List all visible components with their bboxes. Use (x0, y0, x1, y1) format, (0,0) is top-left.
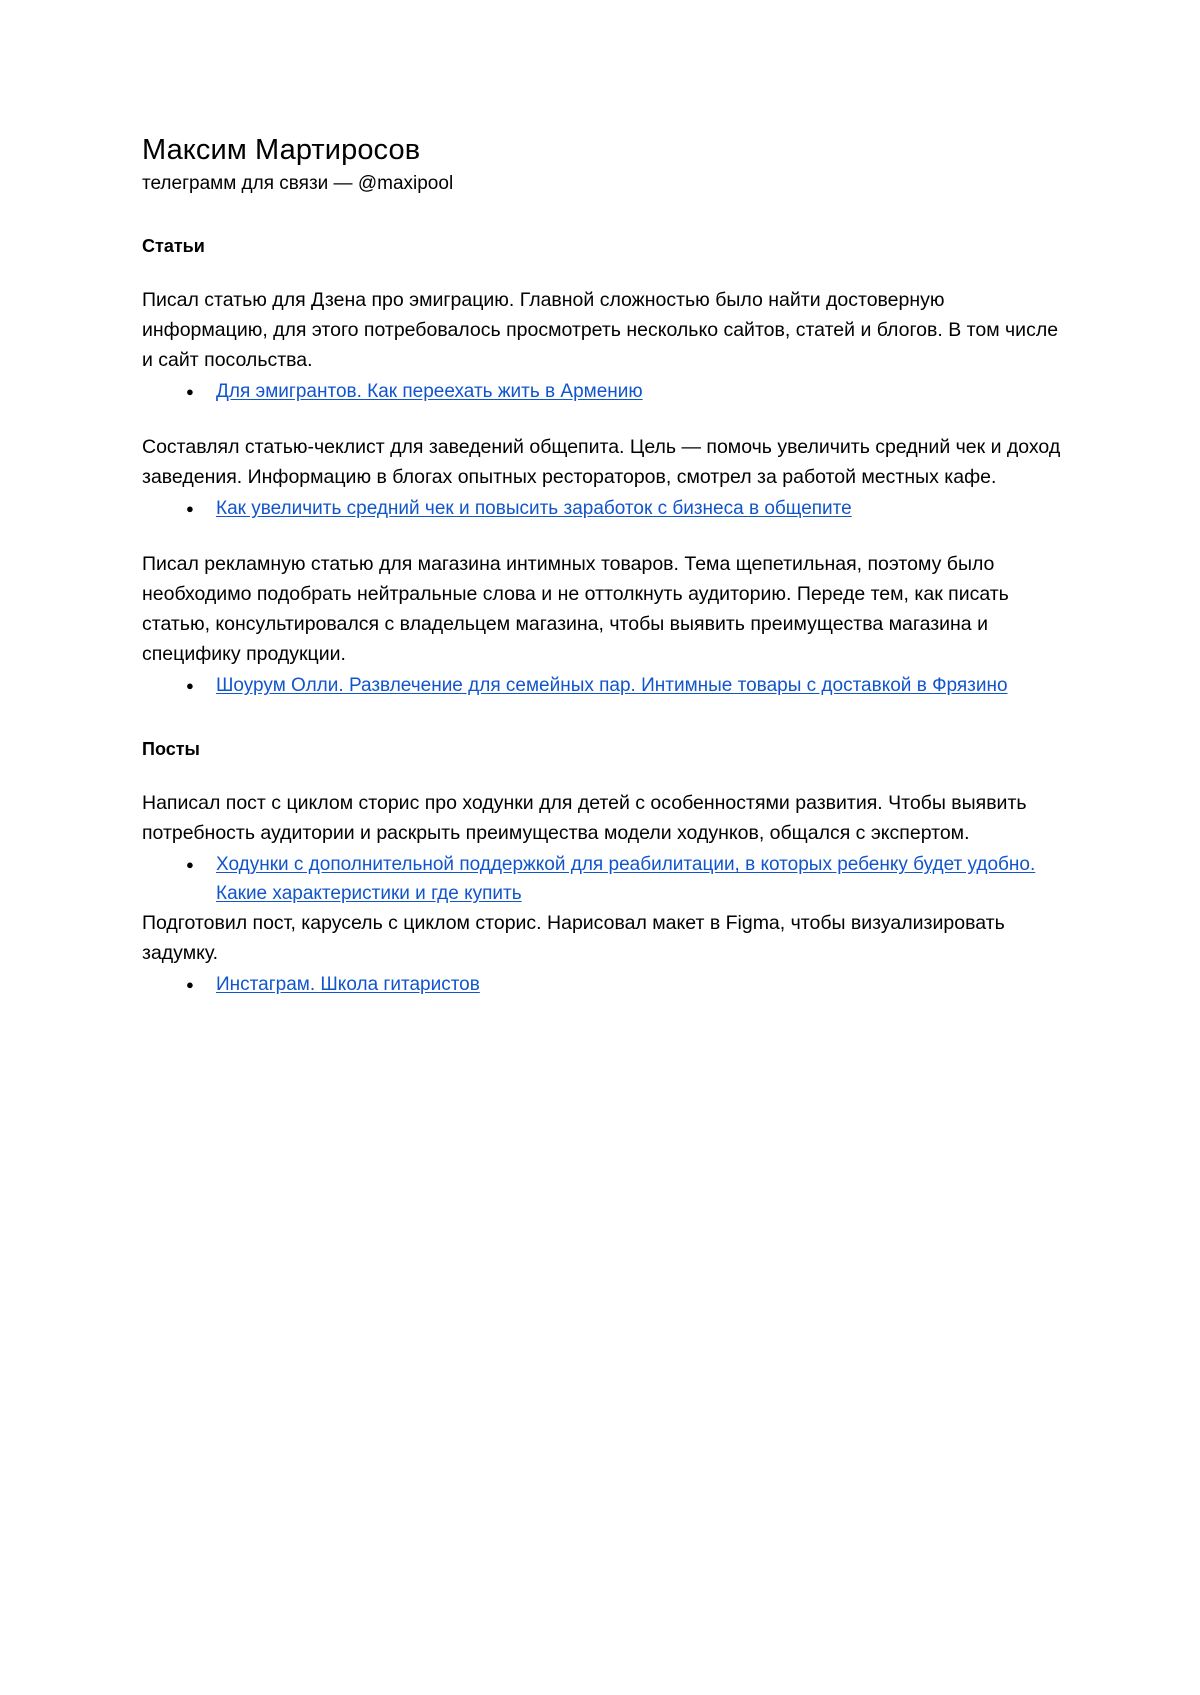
article-link-average-check[interactable]: Как увеличить средний чек и повысить заработок с бизнеса в общепите (216, 498, 852, 519)
paragraph-post-2: Подготовил пост, карусель с циклом сторис. Нарисовал макет в Figma, чтобы визуализировать задумку. (142, 912, 1005, 964)
section-heading-posts: Посты (142, 739, 200, 759)
paragraph-article-2: Составлял статью-чеклист для заведений общепита. Цель — помочь увеличить средний чек и доход заведения. Информацию в блогах опытных рестораторов, смотрел за работой местных кафе. (142, 436, 1061, 488)
article-link-emigration[interactable]: Для эмигрантов. Как переехать жить в Армению (216, 381, 643, 402)
link-list-article-3 (142, 671, 1065, 700)
list-item (142, 671, 1065, 700)
list-item (142, 377, 1065, 406)
link-list-post-1 (142, 850, 1065, 908)
link-list-post-2 (142, 970, 1065, 999)
paragraph-article-1: Писал статью для Дзена про эмиграцию. Главной сложностью было найти достоверную информацию, для этого потребовалось просмотреть несколько сайтов, статей и блогов. В том числе и сайт посольства. (142, 289, 1059, 371)
paragraph-article-3: Писал рекламную статью для магазина интимных товаров. Тема щепетильная, поэтому было необходимо подобрать нейтральные слова и не оттолкнуть аудиторию. Переде тем, как писать статью, консультировался с владельцем магазина, чтобы выявить преимущества магазина и специфику продукции. (142, 553, 1009, 665)
section-heading-articles: Статьи (142, 236, 205, 256)
contact-subtitle: телеграмм для связи — @maxipool (142, 173, 454, 194)
list-item (142, 850, 1065, 908)
article-link-showroom-olli[interactable]: Шоурум Олли. Развлечение для семейных пар. Интимные товары с доставкой в Фрязино (216, 675, 1008, 696)
post-link-walkers[interactable]: Ходунки с дополнительной поддержкой для реабилитации, в которых ребенку будет удобно. Какие характеристики и где купить (216, 854, 1036, 904)
link-list-article-1 (142, 377, 1065, 406)
link-list-article-2 (142, 494, 1065, 523)
paragraph-post-1: Написал пост с циклом сторис про ходунки для детей с особенностями развития. Чтобы выявить потребность аудитории и раскрыть преимущества модели ходунков, общался с экспертом. (142, 792, 1027, 844)
list-item (142, 494, 1065, 523)
post-link-guitar-school[interactable]: Инстаграм. Школа гитаристов (216, 974, 480, 995)
list-item (142, 970, 1065, 999)
page-title: Максим Мартиросов (142, 134, 421, 166)
